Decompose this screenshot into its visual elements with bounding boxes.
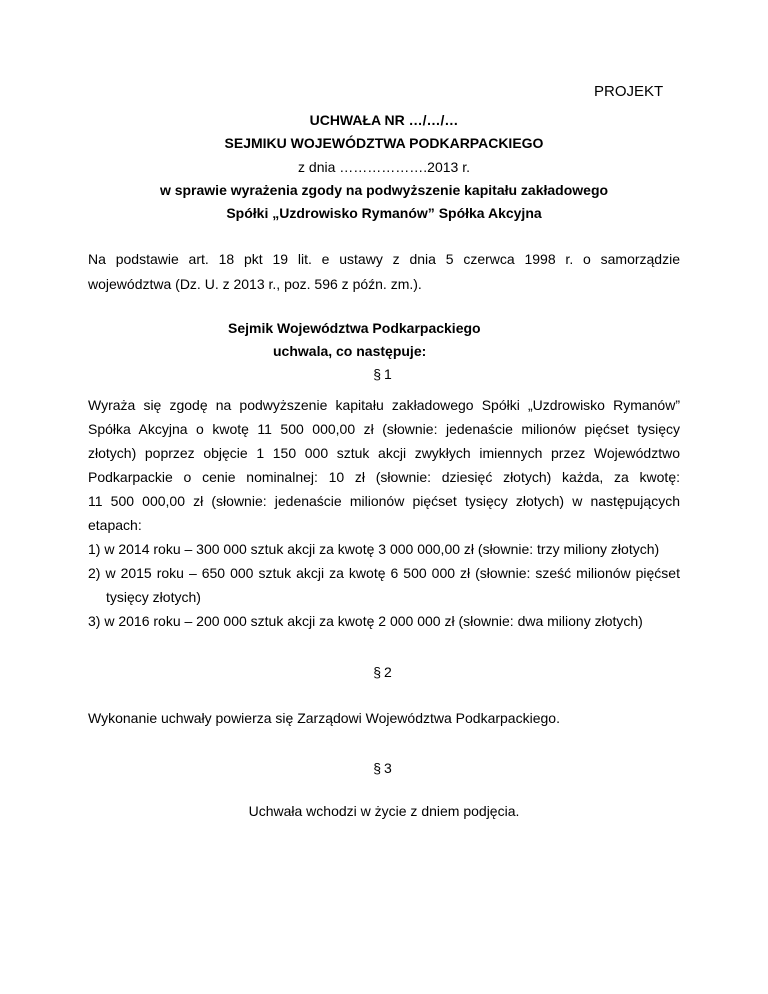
resolution-number: UCHWAŁA NR …/…/… [309, 112, 459, 128]
list-item: 3) w 2016 roku – 200 000 sztuk akcji za kwotę 2 000 000 zł (słownie: dwa miliony złotych) [88, 613, 643, 629]
basis-line-2: województwa (Dz. U. z 2013 r., poz. 596 z późn. zm.). [88, 276, 422, 292]
resolves-line-1: Sejmik Województwa Podkarpackiego [228, 320, 481, 336]
section-1-line: Podkarpackie o cenie nominalnej: 10 zł (słownie: dziesięć złotych) każda, za kwotę: [88, 469, 680, 485]
section-1-heading: §1 [373, 366, 395, 382]
section-1-line: Spółka Akcyjna o kwotę 11 500 000,00 zł (słownie: jedenaście milionów pięćset tysięcy [88, 421, 680, 437]
resolves-line-2: uchwala, co następuje: [273, 343, 427, 359]
list-item-continuation: tysięcy złotych) [106, 589, 201, 605]
section-3-heading: §3 [373, 760, 395, 776]
section-2-heading: §2 [373, 664, 395, 680]
section-1-line: 11 500 000,00 zł (słownie: jedenaście milionów pięćset tysięcy złotych) w następujących [88, 493, 680, 509]
section-1-line: złotych) poprzez objęcie 1 150 000 sztuk akcji zwykłych imiennych przez Województwo [88, 445, 680, 461]
subject-line-1: w sprawie wyrażenia zgody na podwyższenie kapitału zakładowego [159, 182, 609, 198]
section-1-line: Wyraża się zgodę na podwyższenie kapitału zakładowego Spółki „Uzdrowisko Rymanów” [88, 397, 680, 413]
council-name: SEJMIKU WOJEWÓDZTWA PODKARPACKIEGO [224, 135, 544, 151]
list-item: 1) w 2014 roku – 300 000 sztuk akcji za kwotę 3 000 000,00 zł (słownie: trzy miliony złotych) [88, 541, 660, 557]
section-1-line: etapach: [88, 517, 142, 533]
basis-line-1: Na podstawie art. 18 pkt 19 lit. e ustawy z dnia 5 czerwca 1998 r. o samorządzie [88, 251, 680, 267]
list-item: 2) w 2015 roku – 650 000 sztuk akcji za kwotę 6 500 000 zł (słownie: sześć milionów pięćset [88, 565, 680, 581]
date-line: z dnia ……………….2013 r. [298, 159, 470, 175]
section-3-text: Uchwała wchodzi w życie z dniem podjęcia. [248, 803, 520, 819]
projekt-label: PROJEKT [594, 83, 664, 100]
section-2-text: Wykonanie uchwały powierza się Zarządowi Województwa Podkarpackiego. [88, 710, 560, 726]
subject-line-2: Spółki „Uzdrowisko Rymanów” Spółka Akcyjna [226, 205, 542, 221]
